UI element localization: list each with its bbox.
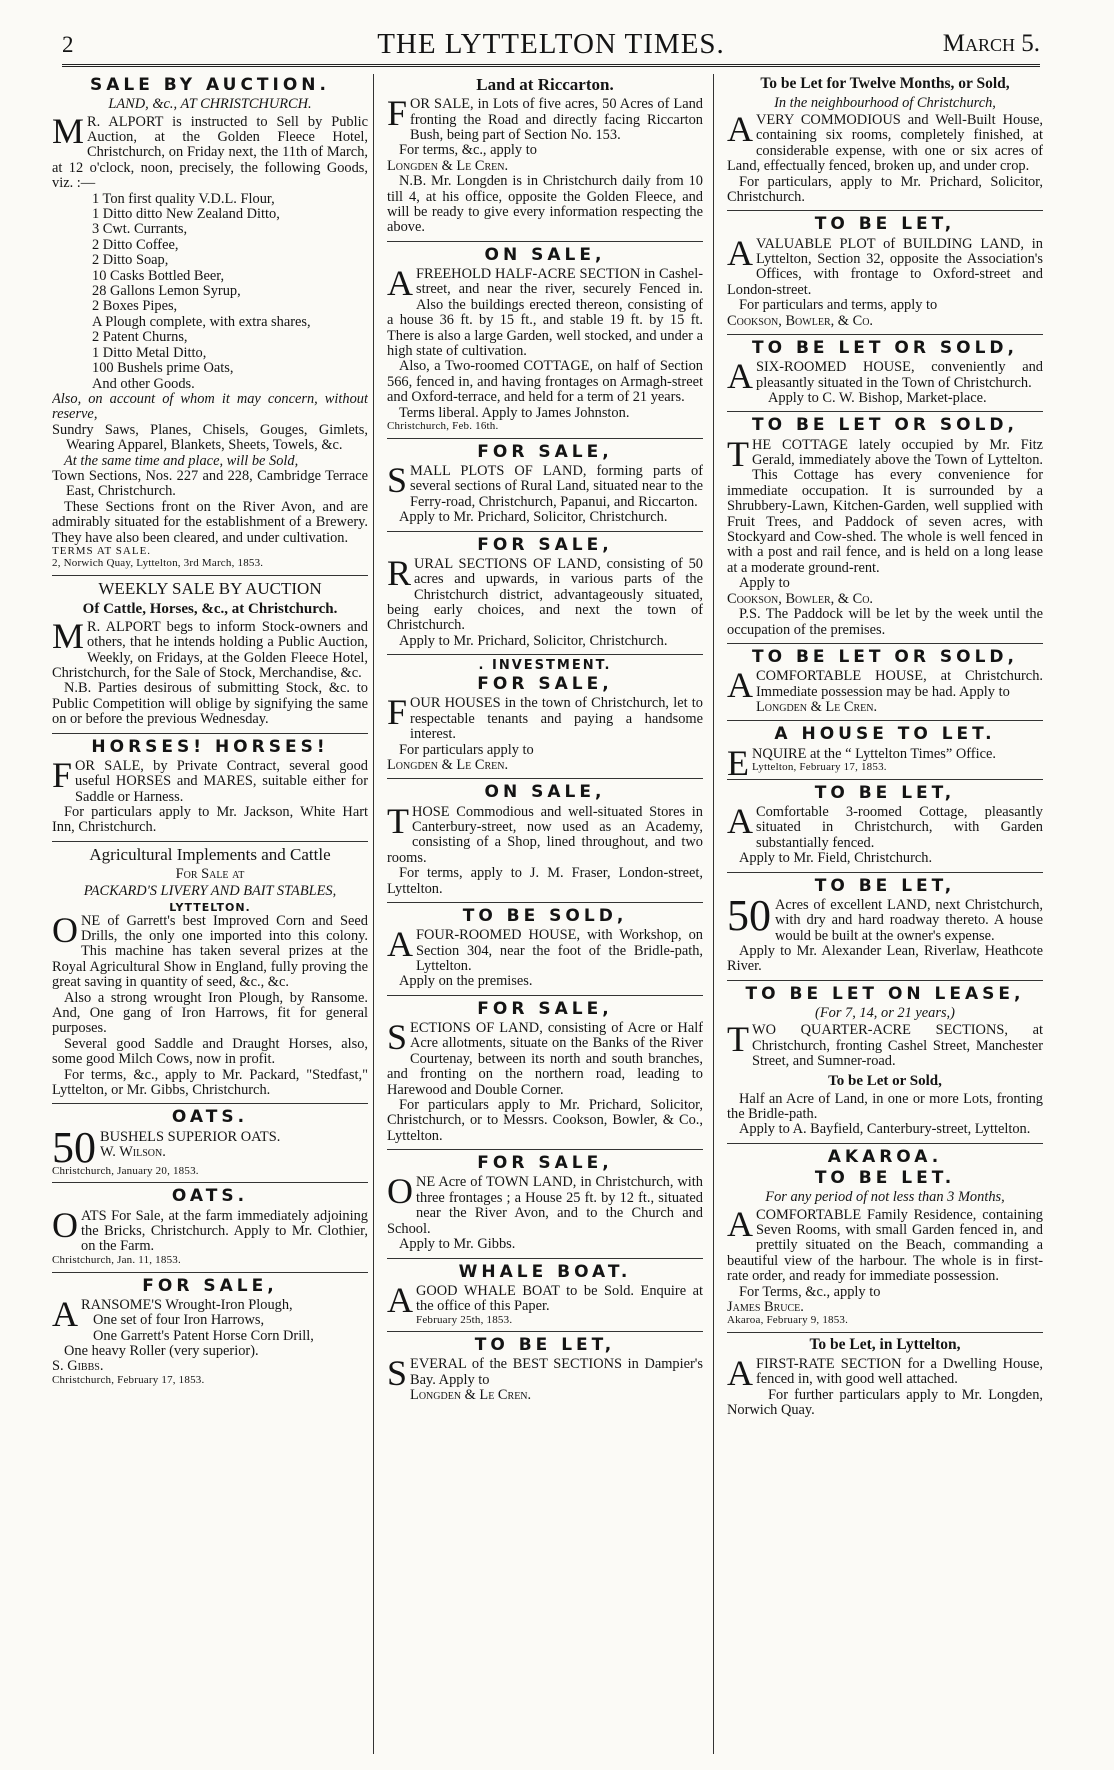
ad-body: FIRST-RATE SECTION for a Dwelling House, fenced in, with good well attached. xyxy=(756,1355,1043,1388)
list-item: 2 Boxes Pipes, xyxy=(92,298,178,315)
ad-date: Christchurch, Feb. 16th. xyxy=(387,420,499,433)
divider xyxy=(727,720,1043,721)
ad-signature: Longden & Le Cren. xyxy=(387,157,509,174)
ad-heading: To be Let or Sold, xyxy=(828,1072,942,1089)
divider xyxy=(727,872,1043,873)
ad-body: GOOD WHALE BOAT to be Sold. Enquire at the office of this Paper. xyxy=(416,1282,703,1315)
drop-cap: A xyxy=(727,665,753,706)
list-item: 2 Ditto Soap, xyxy=(92,252,169,269)
ad-line: One set of four Iron Harrows, xyxy=(93,1312,265,1329)
ad-text: Town Sections, Nos. 227 and 228, Cambridge Terrace East, Christchurch. xyxy=(52,467,368,500)
drop-cap: A xyxy=(727,1352,753,1393)
ad-signature: Cookson, Bowler, & Co. xyxy=(727,590,874,607)
divider xyxy=(52,1182,368,1183)
drop-cap: E xyxy=(727,742,749,783)
ad-agricultural-implements xyxy=(52,846,368,1099)
ad-heading: Land at Riccarton. xyxy=(476,75,614,94)
ad-subheading: LYTTELTON. xyxy=(169,900,251,914)
ad-note: Also, on account of whom it may concern, without reserve, xyxy=(52,390,368,423)
ad-heading: OATS. xyxy=(171,1186,249,1207)
ad-text: For terms, &c., apply to xyxy=(399,142,537,159)
ad-subheading: LAND, &c., AT CHRISTCHURCH. xyxy=(108,96,312,113)
ad-horses xyxy=(52,738,368,836)
divider xyxy=(727,210,1043,211)
ad-heading: A HOUSE TO LET. xyxy=(774,724,996,745)
ad-subheading: For any period of not less than 3 Months, xyxy=(765,1189,1005,1206)
ad-four-roomed-house xyxy=(387,907,703,990)
divider xyxy=(387,654,703,655)
divider xyxy=(387,778,703,779)
ad-text: For terms, &c., apply to Mr. Packard, "Stedfast," Lyttelton, or Mr. Gibbs, Christchurch. xyxy=(52,1066,368,1099)
divider xyxy=(387,531,703,532)
ad-heading: FOR SALE, xyxy=(477,441,613,462)
ad-heading: TO BE LET. xyxy=(814,1167,956,1188)
ad-signature: Longden & Le Cren. xyxy=(756,698,878,715)
masthead xyxy=(62,24,1040,67)
drop-number: 50 xyxy=(727,890,771,940)
ad-heading: TO BE LET, xyxy=(814,875,956,896)
list-item: 2 Patent Churns, xyxy=(92,329,188,346)
ad-body: URAL SECTIONS OF LAND, consisting of 50 acres and upwards, in various parts of the Christchurch district, advantageously situated, being early choices, and next the town of Christchurch. xyxy=(387,555,703,634)
ad-note: At the same time and place, will be Sold, xyxy=(64,452,299,469)
drop-cap: S xyxy=(387,460,408,501)
divider xyxy=(727,980,1043,981)
ad-signature: Longden & Le Cren. xyxy=(410,1387,532,1404)
divider xyxy=(52,1103,368,1104)
ad-text: Apply to xyxy=(739,575,790,592)
ad-heading: To be Let for Twelve Months, or Sold, xyxy=(760,75,1010,92)
paper-title: THE LYTTELTON TIMES. xyxy=(377,28,725,60)
ad-body: EVERAL of the BEST SECTIONS in Dampier's Bay. Apply to xyxy=(410,1356,703,1388)
ad-heading: TO BE LET, xyxy=(474,1335,616,1356)
divider xyxy=(52,733,368,734)
ad-subheading: For Sale at xyxy=(175,865,245,882)
ad-text: For particulars apply to xyxy=(399,741,534,758)
ad-line: One Garrett's Patent Horse Corn Drill, xyxy=(93,1327,314,1344)
ad-text: Apply on the premises. xyxy=(399,973,533,990)
ad-signature: Longden & Le Cren. xyxy=(387,757,509,774)
ad-subheading: PACKARD'S LIVERY AND BAIT STABLES, xyxy=(83,883,337,900)
drop-cap: M xyxy=(52,110,85,151)
divider xyxy=(387,995,703,996)
ad-body: OR SALE, in Lots of five acres, 50 Acres of Land fronting the Road and directly facing Riccarton Bush, being part of Section No. 153. xyxy=(410,96,703,143)
divider xyxy=(52,575,368,576)
list-item: A Plough complete, with extra shares, xyxy=(92,313,311,330)
list-item: 1 Ton first quality V.D.L. Flour, xyxy=(92,190,275,207)
ad-text: Half an Acre of Land, in one or more Lots, fronting the Bridle-path. xyxy=(727,1090,1043,1122)
ad-terms: TERMS AT SALE. xyxy=(52,544,152,557)
divider xyxy=(727,334,1043,335)
ad-heading: FOR SALE, xyxy=(477,998,613,1019)
ad-text: For particulars apply to Mr. Jackson, White Hart Inn, Christchurch. xyxy=(52,803,368,836)
divider xyxy=(727,779,1043,780)
ad-text: For particulars, apply to Mr. Prichard, Solicitor, Christchurch. xyxy=(727,173,1043,206)
ad-heading: FOR SALE, xyxy=(477,534,613,555)
ad-fifty-acres xyxy=(727,877,1043,975)
ad-body: HOSE Commodious and well-situated Stores in Canterbury-street, now used as an Academy, consisting of a Shop, lined throughout, and two rooms. xyxy=(387,803,703,866)
ad-text: N.B. Mr. Longden is in Christchurch daily from 10 till 4, at his office, opposite the Golden Fleece, and will be ready to give every information respecting the above. xyxy=(387,173,703,236)
divider xyxy=(387,1258,703,1259)
ad-text: P.S. The Paddock will be let by the week until the occupation of the premises. xyxy=(727,606,1043,638)
ad-body: ATS For Sale, at the farm immediately adjoining the Bricks, Christchurch. Apply to Mr. Clothier, on the Farm. xyxy=(81,1207,368,1255)
drop-cap: F xyxy=(387,93,408,134)
drop-cap: A xyxy=(387,1279,413,1320)
drop-cap: M xyxy=(52,615,85,656)
ad-text: Also a strong wrought Iron Plough, by Ransome. And, One gang of Iron Harrows, fit for general purposes. xyxy=(52,989,368,1037)
divider xyxy=(727,1332,1043,1333)
ad-date: Lyttelton, February 17, 1853. xyxy=(752,760,887,773)
drop-cap: A xyxy=(727,800,753,841)
drop-cap: O xyxy=(387,1171,413,1212)
ad-body: COMFORTABLE HOUSE, at Christchurch. Immediate possession may be had. Apply to xyxy=(756,668,1043,700)
ad-whale-boat xyxy=(387,1263,703,1327)
ad-on-sale-freehold xyxy=(387,246,703,433)
drop-cap: S xyxy=(387,1353,408,1394)
ad-text: Also, a Two-roomed COTTAGE, on half of Section 566, fenced in, and having frontages on Armagh-street and Oxford-terrace, and held for a term of 21 years. xyxy=(387,358,703,406)
ad-heading: HORSES! HORSES! xyxy=(91,736,329,757)
ad-town-land xyxy=(387,1154,703,1252)
ad-body: R. ALPORT begs to inform Stock-owners and others, that he intends holding a Public Auction, Weekly, on Fridays, at the Golden Fleece Hotel, Christchurch, for the Sale of Stock, Merchandise, &c. xyxy=(52,618,368,681)
ad-signature: Cookson, Bowler, & Co. xyxy=(727,312,874,329)
ad-body: R. ALPORT is instructed to Sell by Public Auction, at the Golden Fleece Hotel, Christchurch, on Friday next, the 11th of March, at 12 o'clock, noon, precisely, the following Goods, viz. :— xyxy=(52,113,368,192)
ad-text: For further particulars apply to Mr. Longden, Norwich Quay. xyxy=(727,1386,1043,1418)
ad-body: Comfortable 3-roomed Cottage, pleasantly situated in Christchurch, with Garden substantially fenced. xyxy=(756,803,1043,851)
ad-sale-by-auction xyxy=(52,76,368,570)
ad-body: BUSHELS SUPERIOR OATS. xyxy=(100,1128,281,1145)
ad-body: OR SALE, by Private Contract, several good useful HORSES and MARES, suitable either for Saddle or Harness. xyxy=(75,757,368,805)
ad-heading: TO BE LET OR SOLD, xyxy=(752,338,1018,359)
drop-cap: A xyxy=(387,924,413,965)
column-rule xyxy=(373,74,374,1754)
goods-list xyxy=(92,192,368,392)
ad-heading: FOR SALE, xyxy=(477,1153,613,1174)
ad-body: VERY COMMODIOUS and Well-Built House, containing six rooms, completely finished, at considerable expense, with one or six acres of Land, effectually fenced, broken up, and under crop. xyxy=(727,111,1043,175)
ad-land-at-riccarton xyxy=(387,76,703,236)
divider xyxy=(387,241,703,242)
ad-text: For terms, apply to J. M. Fraser, London-street, Lyttelton. xyxy=(387,865,703,897)
ad-body: VALUABLE PLOT of BUILDING LAND, in Lyttelton, Section 32, opposite the Association's Offices, with frontage to Oxford-street and London-street. xyxy=(727,235,1043,298)
ad-twelve-months xyxy=(727,76,1043,205)
drop-cap: A xyxy=(727,1203,753,1244)
ad-heading: TO BE SOLD, xyxy=(462,906,628,927)
drop-cap: A xyxy=(387,263,413,304)
list-item: 10 Casks Bottled Beer, xyxy=(92,267,225,284)
ad-heading: To be Let, in Lyttelton, xyxy=(809,1336,961,1354)
ad-six-roomed-house xyxy=(727,339,1043,406)
ad-comfortable-house xyxy=(727,648,1043,715)
ad-subheading: In the neighbourhood of Christchurch, xyxy=(774,94,996,111)
ad-text: Apply to C. W. Bishop, Market-place. xyxy=(768,390,987,407)
drop-number: 50 xyxy=(52,1122,96,1172)
ad-heading: TO BE LET, xyxy=(814,214,956,235)
divider xyxy=(387,902,703,903)
ad-date: Akaroa, February 9, 1853. xyxy=(727,1314,849,1327)
ad-heading: Agricultural Implements and Cattle xyxy=(89,844,331,864)
ad-text: Apply to Mr. Prichard, Solicitor, Christchurch. xyxy=(399,632,668,649)
list-item: And other Goods. xyxy=(92,375,195,392)
ad-date: February 25th, 1853. xyxy=(416,1313,513,1326)
column-2 xyxy=(387,74,703,1407)
ad-text: Apply to Mr. Prichard, Solicitor, Christchurch. xyxy=(399,509,668,526)
issue-date: March 5. xyxy=(942,30,1040,57)
ad-building-plot xyxy=(727,215,1043,329)
drop-cap: F xyxy=(387,692,408,733)
ad-text: For Terms, &c., apply to xyxy=(739,1283,881,1300)
divider xyxy=(727,1143,1043,1144)
ad-heading: SALE BY AUCTION. xyxy=(90,75,330,95)
ad-signature: W. Wilson. xyxy=(100,1144,166,1161)
list-item: 1 Ditto Metal Ditto, xyxy=(92,344,207,361)
ad-first-rate-section xyxy=(727,1337,1043,1418)
drop-cap: S xyxy=(387,1017,408,1058)
drop-cap: A xyxy=(727,232,753,273)
drop-cap: R xyxy=(387,552,412,593)
ad-text: N.B. Parties desirous of submitting Stock, &c. to Public Competition will oblige by signifying the same on or before the previous Wednesday. xyxy=(52,680,368,728)
list-item: 3 Cwt. Currants, xyxy=(92,221,188,238)
ad-body: OUR HOUSES in the town of Christchurch, let to respectable tenants and paying a handsome interest. xyxy=(410,695,703,743)
ad-text: Apply to Mr. Alexander Lean, Riverlaw, Heathcote River. xyxy=(727,942,1043,975)
ad-body: WO QUARTER-ACRE SECTIONS, at Christchurch, fronting Cashel Street, Manchester Street, and Sumner-road. xyxy=(752,1022,1043,1070)
ad-body: FREEHOLD HALF-ACRE SECTION in Cashel-street, and near the river, securely Fenced in. Also the buildings erected thereon, consisting of a house 36 ft. by 15 ft., and stable 19 ft. by 15 ft. There is also a large Garden, well stocked, and under a high state of cultivation. xyxy=(387,266,703,360)
ad-heading: FOR SALE, xyxy=(477,674,613,695)
ad-heading: TO BE LET ON LEASE, xyxy=(745,983,1025,1004)
ad-body: Acres of excellent LAND, next Christchurch, with dry and hard roadway thereto. A house would be built at the owner's expense. xyxy=(775,896,1043,944)
ad-text: Apply to Mr. Gibbs. xyxy=(399,1236,516,1253)
ad-text: For particulars apply to Mr. Prichard, Solicitor, Christchurch, or to Messrs. Cookson, Bowler, & Co., Lyttelton. xyxy=(387,1097,703,1144)
ad-text: Terms liberal. Apply to James Johnston. xyxy=(399,404,630,421)
ad-date: Christchurch, January 20, 1853. xyxy=(52,1164,199,1177)
drop-cap: O xyxy=(52,909,78,950)
ad-heading: WEEKLY SALE BY AUCTION xyxy=(98,578,322,598)
ad-text: These Sections front on the River Avon, and are admirably situated for the establishment of a Brewery. They have also been cleared, and under cultivation. xyxy=(52,498,368,546)
ad-body: HE COTTAGE lately occupied by Mr. Fitz Gerald, immediately above the Town of Lyttelton. This Cottage has every convenience for immediate occupation. It is surrounded by a Shrubbery-Lawn, Kitchen-Garden, well supplied with Fruit Trees, and Paddock of seven acres, with Stockyard and Cow-shed. The whole is well fenced in with a post and rail fence, and is held on a long lease at a moderate ground-rent. xyxy=(727,436,1043,576)
drop-cap: A xyxy=(52,1293,78,1334)
ad-sections-of-land xyxy=(387,1000,703,1144)
drop-cap: T xyxy=(727,433,749,474)
ad-body: NE of Garrett's best Improved Corn and Seed Drills, the only one imported into this colony. This machine has taken several prizes at the Royal Agricultural Show in England, fully proving the great saving in quantity of seed, &c., &c. xyxy=(52,912,368,991)
divider xyxy=(727,411,1043,412)
ad-body: COMFORTABLE Family Residence, containing Seven Rooms, with small Garden fenced in, and prettily situated on the Beach, commanding a beautiful view of the harbour. The whole is in first-rate order, and ready for immediate possession. xyxy=(727,1206,1043,1285)
ad-heading: ON SALE, xyxy=(484,782,606,803)
drop-cap: O xyxy=(52,1204,78,1245)
ad-investment xyxy=(387,659,703,773)
ad-heading: FOR SALE, xyxy=(142,1275,278,1296)
ad-date: 2, Norwich Quay, Lyttelton, 3rd March, 1853. xyxy=(52,556,264,569)
ad-cottage xyxy=(727,416,1043,637)
ad-oats-clothier xyxy=(52,1187,368,1266)
ad-house-to-let xyxy=(727,724,1043,783)
column-3 xyxy=(727,74,1043,1421)
ad-body: SIX-ROOMED HOUSE, conveniently and pleasantly situated in the Town of Christchurch. xyxy=(756,359,1043,391)
divider xyxy=(387,1149,703,1150)
ad-three-roomed-cottage xyxy=(727,784,1043,867)
ad-body: NE Acre of TOWN LAND, in Christchurch, with three frontages ; a House 25 ft. by 12 ft., situated near the River Avon, and to the Church and School. xyxy=(387,1174,703,1237)
ad-signature: S. Gibbs. xyxy=(52,1358,104,1375)
column-1 xyxy=(52,74,368,1390)
ad-heading: WHALE BOAT. xyxy=(458,1261,632,1282)
ad-akaroa xyxy=(727,1148,1043,1327)
ad-text: For particulars and terms, apply to xyxy=(739,297,938,314)
drop-cap: F xyxy=(52,754,73,795)
ad-oats-wilson xyxy=(52,1108,368,1177)
drop-cap: A xyxy=(727,108,753,149)
ad-body: NQUIRE at the “ Lyttelton Times” Office. xyxy=(752,745,996,762)
ad-line: One heavy Roller (very superior). xyxy=(64,1342,259,1359)
list-item: 100 Bushels prime Oats, xyxy=(92,360,234,377)
drop-cap: T xyxy=(387,800,409,841)
list-item: 1 Ditto ditto New Zealand Ditto, xyxy=(92,206,280,223)
ad-heading: AKAROA. xyxy=(827,1146,943,1167)
ad-stores xyxy=(387,783,703,897)
ad-dampiers-bay xyxy=(387,1336,703,1403)
ad-text: Apply to Mr. Field, Christchurch. xyxy=(739,850,933,867)
drop-cap: T xyxy=(727,1019,749,1060)
ad-body: FOUR-ROOMED HOUSE, with Workshop, on Section 304, near the foot of the Bridle-path, Lyttelton. xyxy=(416,927,703,975)
ad-body: ECTIONS OF LAND, consisting of Acre or Half Acre allotments, situate on the Banks of the River Courtenay, between its north and south branches, and fronting on the northern road, leading to Harewood and Double Corner. xyxy=(387,1020,703,1098)
list-item: 28 Gallons Lemon Syrup, xyxy=(92,283,241,300)
ad-date: Christchurch, Jan. 11, 1853. xyxy=(52,1253,181,1266)
ad-signature: James Bruce. xyxy=(727,1299,804,1316)
ad-body: MALL PLOTS OF LAND, forming parts of several sections of Rural Land, situated near to the Ferry-road, Christchurch, Papanui, and Riccarton. xyxy=(410,463,703,510)
ad-let-on-lease xyxy=(727,985,1043,1138)
ad-rural-sections xyxy=(387,536,703,650)
page-number: 2 xyxy=(62,32,74,57)
ad-pre-heading: . INVESTMENT. xyxy=(478,658,612,674)
ad-subheading: Of Cattle, Horses, &c., at Christchurch. xyxy=(82,600,338,617)
divider xyxy=(387,438,703,439)
divider xyxy=(52,1272,368,1273)
ad-heading: TO BE LET OR SOLD, xyxy=(752,415,1018,436)
divider xyxy=(387,1331,703,1332)
ad-heading: OATS. xyxy=(171,1107,249,1128)
column-rule xyxy=(713,74,714,1754)
ad-heading: ON SALE, xyxy=(484,244,606,265)
ad-subheading: (For 7, 14, or 21 years,) xyxy=(815,1004,955,1021)
ad-text: Several good Saddle and Draught Horses, also, some good Milch Cows, now in profit. xyxy=(52,1035,368,1068)
ad-weekly-sale xyxy=(52,580,368,728)
ad-small-plots xyxy=(387,443,703,526)
list-item: 2 Ditto Coffee, xyxy=(92,236,179,253)
divider xyxy=(52,841,368,842)
ad-text: Apply to A. Bayfield, Canterbury-street, Lyttelton. xyxy=(739,1121,1031,1138)
drop-cap: A xyxy=(727,356,753,397)
ad-date: Christchurch, February 17, 1853. xyxy=(52,1373,205,1386)
ad-text: Sundry Saws, Planes, Chisels, Gouges, Gimlets, Wearing Apparel, Blankets, Sheets, Towels, &c. xyxy=(52,421,368,454)
ad-plough xyxy=(52,1277,368,1387)
ad-line: RANSOME'S Wrought-Iron Plough, xyxy=(81,1296,293,1313)
ad-heading: TO BE LET, xyxy=(814,782,956,803)
ad-heading: TO BE LET OR SOLD, xyxy=(752,646,1018,667)
divider xyxy=(727,643,1043,644)
